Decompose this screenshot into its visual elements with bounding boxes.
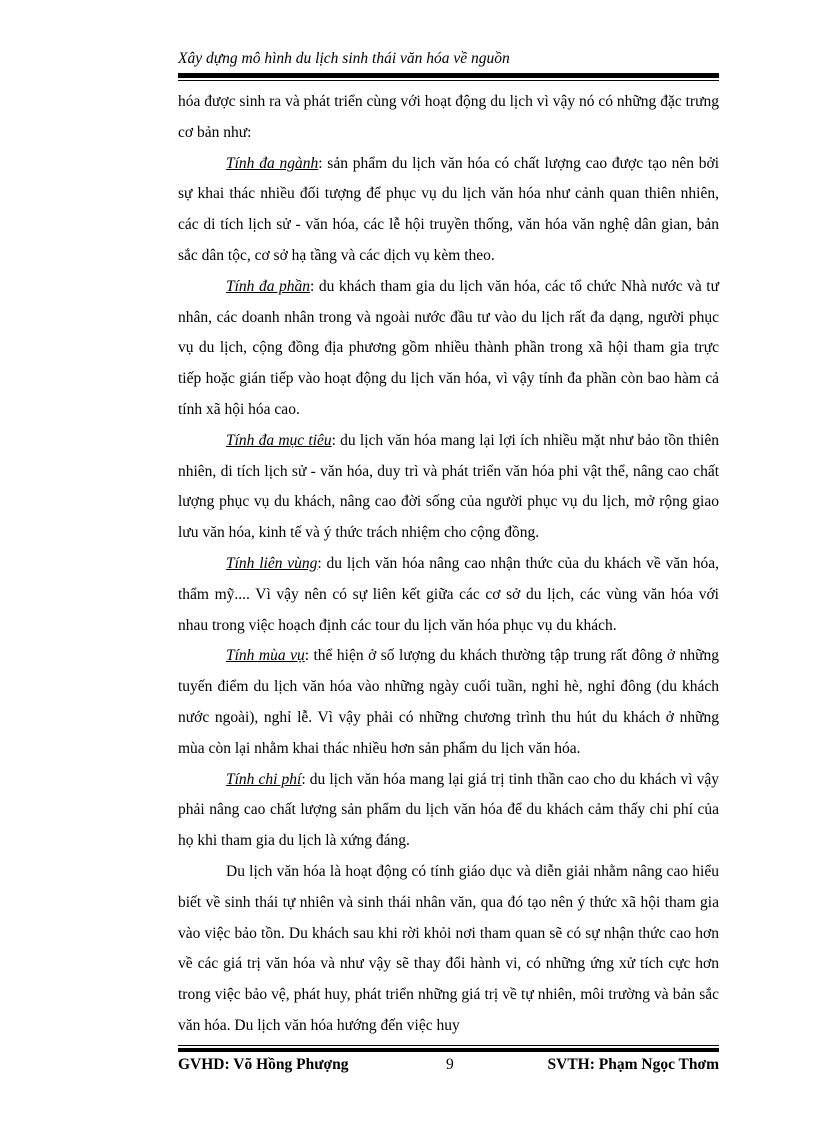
paragraph-tinh-chi-phi	[178, 765, 719, 857]
term-tinh-da-muc-tieu: Tính đa mục tiêu	[226, 431, 332, 449]
paragraph-tinh-lien-vung	[178, 549, 719, 641]
paragraph-text: : du lịch văn hóa nâng cao nhận thức của du khách về văn hóa, thẩm mỹ.... Vì vậy nên có sự liên kết giữa các cơ sở du lịch, các vùng văn hóa với nhau trong việc hoạch định các tour du lịch văn hóa phục vụ du khách.	[178, 554, 719, 634]
paragraph-text: : du lịch văn hóa mang lại lợi ích nhiều mặt như bảo tồn thiên nhiên, di tích lịch sử - văn hóa, duy trì và phát triển văn hóa phi vật thể, nâng cao chất lượng phục vụ du khách, nâng cao đời sống của người phục vụ du lịch, mở rộng giao lưu văn hóa, kinh tế và ý thức trách nhiệm cho cộng đồng.	[178, 431, 719, 542]
page-number: 9	[446, 1056, 454, 1073]
footer-advisor: GVHD: Võ Hồng Phượng	[178, 1056, 349, 1073]
running-header-title: Xây dựng mô hình du lịch sinh thái văn hóa về nguồn	[178, 50, 510, 67]
paragraph-tinh-mua-vu	[178, 641, 719, 764]
paragraph-tinh-da-nganh	[178, 149, 719, 272]
paragraph-tinh-da-muc-tieu	[178, 426, 719, 549]
intro-paragraph: hóa được sinh ra và phát triển cùng với hoạt động du lịch vì vậy nó có những đặc trưng cơ bản như:	[178, 93, 719, 141]
term-tinh-da-nganh: Tính đa ngành	[226, 154, 319, 172]
footer-rule-thin	[178, 1045, 719, 1046]
page-body	[178, 87, 719, 1042]
term-tinh-da-phan: Tính đa phần	[226, 277, 310, 295]
paragraph-text: : sản phẩm du lịch văn hóa có chất lượng cao được tạo nên bởi sự khai thác nhiều đối tượng để phục vụ du lịch văn hóa như cảnh quan thiên nhiên, các di tích lịch sử - văn hóa, các lễ hội truyền thống, văn hóa văn nghệ dân gian, bản sắc dân tộc, cơ sở hạ tầng và các dịch vụ kèm theo.	[178, 154, 719, 264]
footer-student: SVTH: Phạm Ngọc Thơm	[547, 1056, 719, 1073]
paragraph-text: : thể hiện ở số lượng du khách thường tập trung rất đông ở những tuyến điểm du lịch văn hóa vào những ngày cuối tuần, nghỉ hè, nghỉ đông (du khách nước ngoài), nghỉ lễ. Vì vậy phải có những chương trình thu hút du khách ở những mùa còn lại nhằm khai thác nhiều hơn sản phẩm du lịch văn hóa.	[178, 647, 720, 757]
paragraph-tinh-da-phan	[178, 272, 719, 426]
footer-rule-thick	[178, 1048, 719, 1052]
closing-paragraph: Du lịch văn hóa là hoạt động có tính giáo dục và diễn giải nhằm nâng cao hiểu biết về sinh thái tự nhiên và sinh thái nhân văn, qua đó tạo nên ý thức xã hội tham gia vào việc bảo tồn. Du khách sau khi rời khỏi nơi tham quan sẽ có sự nhận thức cao hơn về các giá trị văn hóa và như vậy sẽ thay đổi hành vi, có những ứng xử tích cực hơn trong việc bảo vệ, phát huy, phát triển những giá trị về tự nhiên, môi trường và bản sắc văn hóa. Du lịch văn hóa hướng đến việc huy	[178, 862, 719, 1034]
header-rule-thin	[178, 80, 719, 81]
header-rule-thick	[178, 73, 719, 78]
paragraph-text: : du khách tham gia du lịch văn hóa, các tổ chức Nhà nước và tư nhân, các doanh nhân trong và ngoài nước đầu tư vào du lịch rất đa dạng, người phục vụ du lịch, cộng đồng địa phương gồm nhiều thành phần trong xã hội tham gia trực tiếp hoặc gián tiếp vào hoạt động du lịch văn hóa, vì vậy tính đa phần còn bao hàm cả tính xã hội hóa cao.	[178, 277, 719, 418]
paragraph-text: : du lịch văn hóa mang lại giá trị tinh thần cao cho du khách vì vậy phải nâng cao chất lượng sản phẩm du lịch văn hóa để du khách cảm thấy chi phí của họ khi tham gia du lịch là xứng đáng.	[178, 770, 719, 850]
term-tinh-chi-phi: Tính chi phí	[226, 770, 302, 788]
term-tinh-lien-vung: Tính liên vùng	[226, 554, 318, 572]
term-tinh-mua-vu: Tính mùa vụ	[226, 647, 305, 665]
